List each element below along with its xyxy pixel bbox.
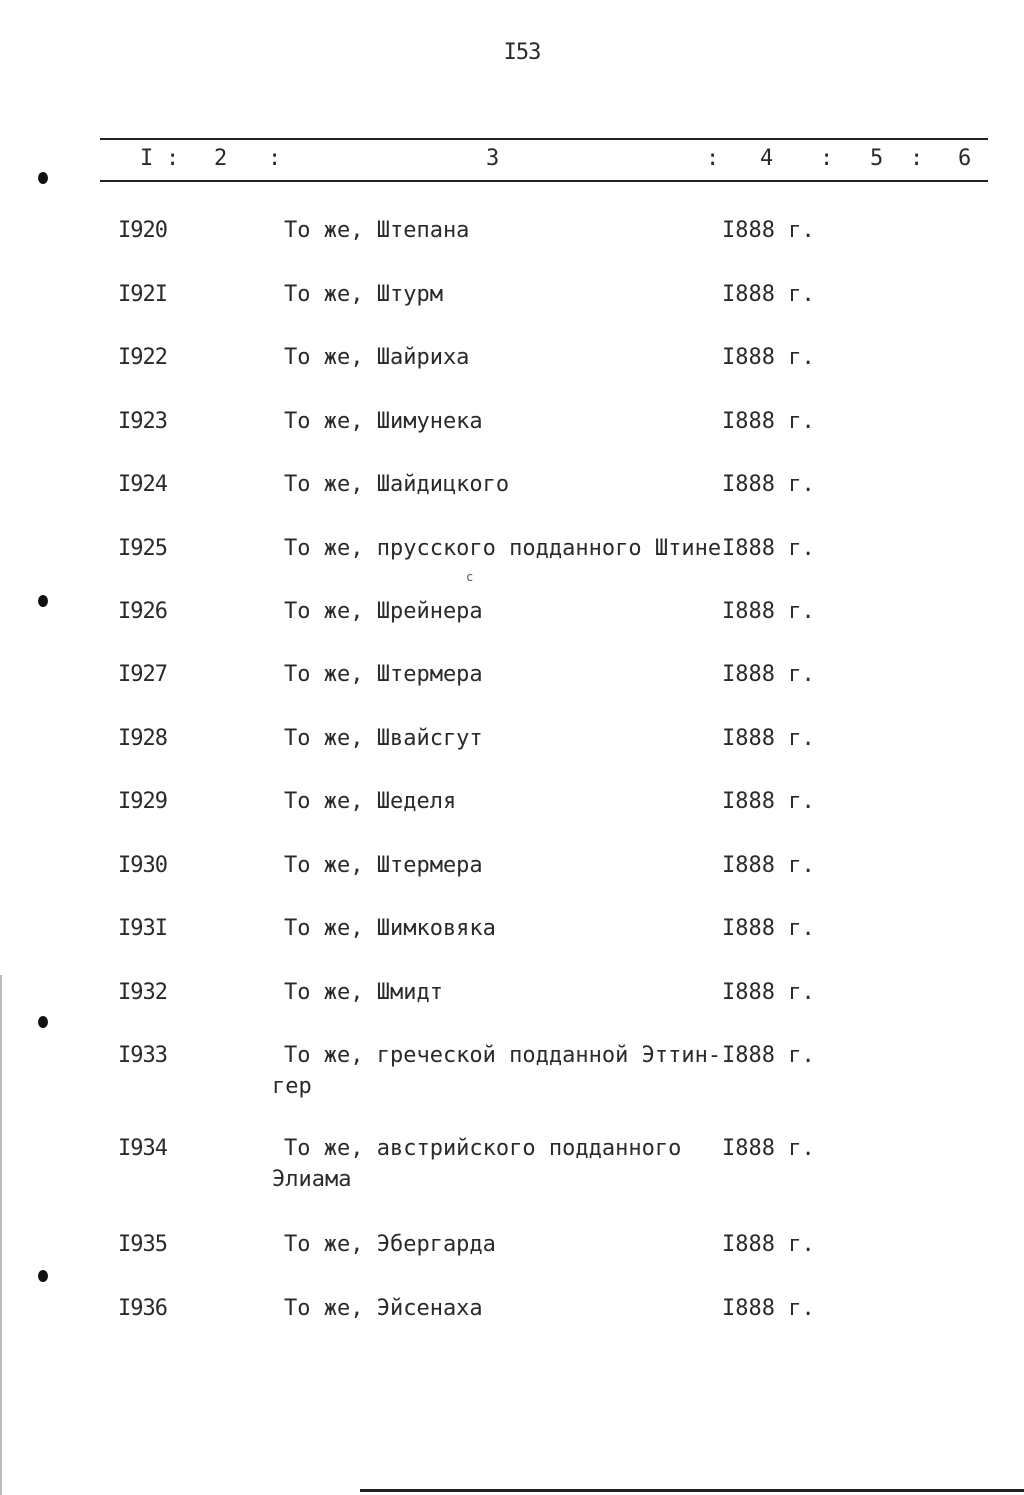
table-row [0, 1136, 1024, 1216]
table-row [0, 662, 1024, 722]
table-row [0, 345, 1024, 405]
table-row [0, 1232, 1024, 1292]
record-date: I888 г. [722, 536, 815, 561]
record-date: I888 г. [722, 345, 815, 370]
record-description: То же, Штермера [284, 853, 483, 878]
record-description: То же, Эйсенаха [284, 1296, 483, 1321]
record-date: I888 г. [722, 1043, 815, 1068]
table-row [0, 218, 1024, 278]
table-row [0, 1043, 1024, 1123]
record-description: То же, Шайдицкого [284, 472, 510, 497]
record-description: То же, Шимковяка [284, 916, 496, 941]
record-date: I888 г. [722, 409, 815, 434]
table-row [0, 789, 1024, 849]
record-number: I93I [118, 916, 167, 941]
record-number: I936 [118, 1296, 167, 1321]
column-header-2: 2 [214, 146, 228, 171]
record-description: То же, австрийского подданного Элиама [284, 1136, 720, 1192]
record-description: То же, Эбергарда [284, 1232, 496, 1257]
record-number: I935 [118, 1232, 167, 1257]
record-number: I927 [118, 662, 167, 687]
scan-edge-line [0, 975, 2, 1495]
record-date: I888 г. [722, 599, 815, 624]
record-date: I888 г. [722, 1296, 815, 1321]
handwritten-annotation: с [466, 570, 474, 584]
column-separator: : [910, 146, 924, 171]
record-description-continuation: Элиама [272, 1167, 352, 1192]
record-description-continuation: гер [272, 1074, 312, 1099]
column-header-6: 6 [958, 146, 972, 171]
record-description: То же, прусского подданного Штине [284, 536, 722, 561]
table-row [0, 409, 1024, 469]
record-date: I888 г. [722, 789, 815, 814]
record-date: I888 г. [722, 726, 815, 751]
column-header-4: 4 [760, 146, 774, 171]
table-row [0, 1296, 1024, 1356]
column-separator: : [706, 146, 720, 171]
punch-hole [38, 172, 48, 184]
record-number: I932 [118, 980, 167, 1005]
column-separator: : [820, 146, 834, 171]
table-row [0, 980, 1024, 1040]
record-date: I888 г. [722, 853, 815, 878]
record-description: То же, Штермера [284, 662, 483, 687]
page-number: I53 [503, 40, 541, 65]
record-number: I920 [118, 218, 167, 243]
record-description: То же, Шимунека [284, 409, 483, 434]
record-number: I930 [118, 853, 167, 878]
record-number: I934 [118, 1136, 167, 1161]
record-number: I925 [118, 536, 167, 561]
record-description: То же, Швайсгут [284, 726, 483, 751]
punch-hole [38, 595, 48, 607]
table-row [0, 472, 1024, 532]
record-description: То же, Штепана [284, 218, 470, 243]
table-top-rule [100, 138, 988, 140]
table-row [0, 726, 1024, 786]
punch-hole [38, 1016, 48, 1028]
record-description: То же, Шмидт [284, 980, 443, 1005]
record-number: I922 [118, 345, 167, 370]
column-separator: : [268, 146, 282, 171]
scan-bottom-edge [360, 1489, 1024, 1492]
record-number: I923 [118, 409, 167, 434]
table-row [0, 599, 1024, 659]
record-date: I888 г. [722, 282, 815, 307]
table-row [0, 916, 1024, 976]
record-date: I888 г. [722, 916, 815, 941]
record-description: То же, Шайриха [284, 345, 470, 370]
record-number: I926 [118, 599, 167, 624]
record-description: То же, Шрейнера [284, 599, 483, 624]
record-date: I888 г. [722, 662, 815, 687]
record-date: I888 г. [722, 218, 815, 243]
table-header-rule [100, 180, 988, 182]
record-date: I888 г. [722, 472, 815, 497]
column-header-3: 3 [486, 146, 500, 171]
punch-hole [38, 1270, 48, 1282]
table-row [0, 282, 1024, 342]
record-description: То же, греческой подданной Эттин- гер [272, 1043, 722, 1099]
table-row [0, 536, 1024, 596]
record-date: I888 г. [722, 980, 815, 1005]
record-number: I933 [118, 1043, 167, 1068]
record-number: I928 [118, 726, 167, 751]
record-number: I929 [118, 789, 167, 814]
column-header-5: 5 [870, 146, 884, 171]
record-description: То же, Шеделя [284, 789, 457, 814]
column-separator: : [166, 146, 180, 171]
column-header-1: I [140, 146, 154, 171]
record-date: I888 г. [722, 1232, 815, 1257]
record-number: I92I [118, 282, 167, 307]
table-row [0, 853, 1024, 913]
record-description: То же, Штурм [284, 282, 443, 307]
record-date: I888 г. [722, 1136, 815, 1161]
record-number: I924 [118, 472, 167, 497]
